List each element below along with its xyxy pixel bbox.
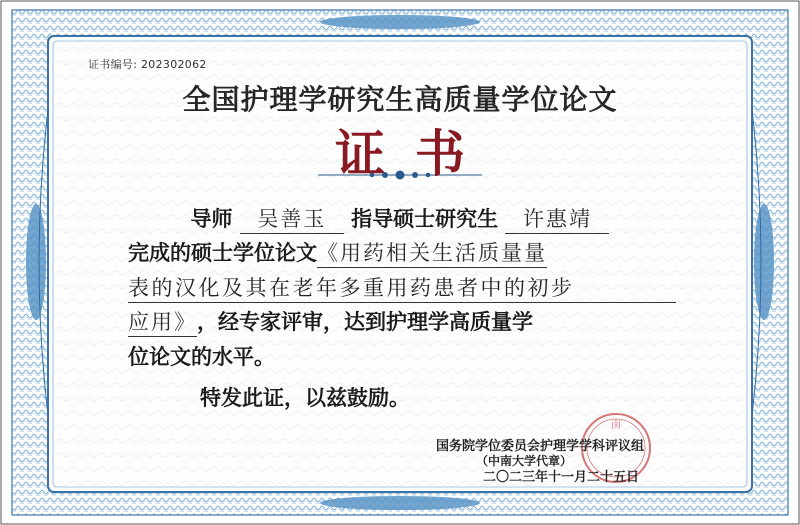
certificate-number: 证书编号: 202302062 xyxy=(88,58,207,71)
evaluation-text-2: 位论文的水平。 xyxy=(128,344,275,369)
thesis-line-1 xyxy=(128,237,676,268)
thesis-title-part1: 《用药相关生活质量量 xyxy=(317,237,547,268)
certificate-title: 证书 xyxy=(335,124,495,183)
thesis-label: 完成的硕士学位论文 xyxy=(128,240,317,265)
issue-date: 二〇二三年十一月二十五日 xyxy=(483,470,640,485)
main-title: 全国护理学研究生高质量学位论文 xyxy=(182,83,618,116)
advisor-label: 导师 xyxy=(190,206,233,231)
closing-text: 特发此证，以兹鼓励。 xyxy=(200,385,410,410)
thesis-title-part3: 应用》 xyxy=(128,306,197,337)
issuer: 国务院学位委员会护理学学科评议组 xyxy=(436,439,645,454)
thesis-title-part2: 表的汉化及其在老年多重用药患者中的初步 xyxy=(128,272,676,303)
advisor-line xyxy=(0,203,800,234)
advisor-name: 吴善玉 xyxy=(240,203,344,234)
student-label: 指导硕士研究生 xyxy=(351,206,499,231)
evaluation-text-1: ，经专家评审，达到护理学高质量学 xyxy=(197,309,533,334)
svg-text:南: 南 xyxy=(611,420,621,431)
thesis-line-3 xyxy=(128,306,533,337)
issuer-note: （中南大学代章） xyxy=(476,454,573,468)
student-name: 许惠靖 xyxy=(505,203,609,234)
